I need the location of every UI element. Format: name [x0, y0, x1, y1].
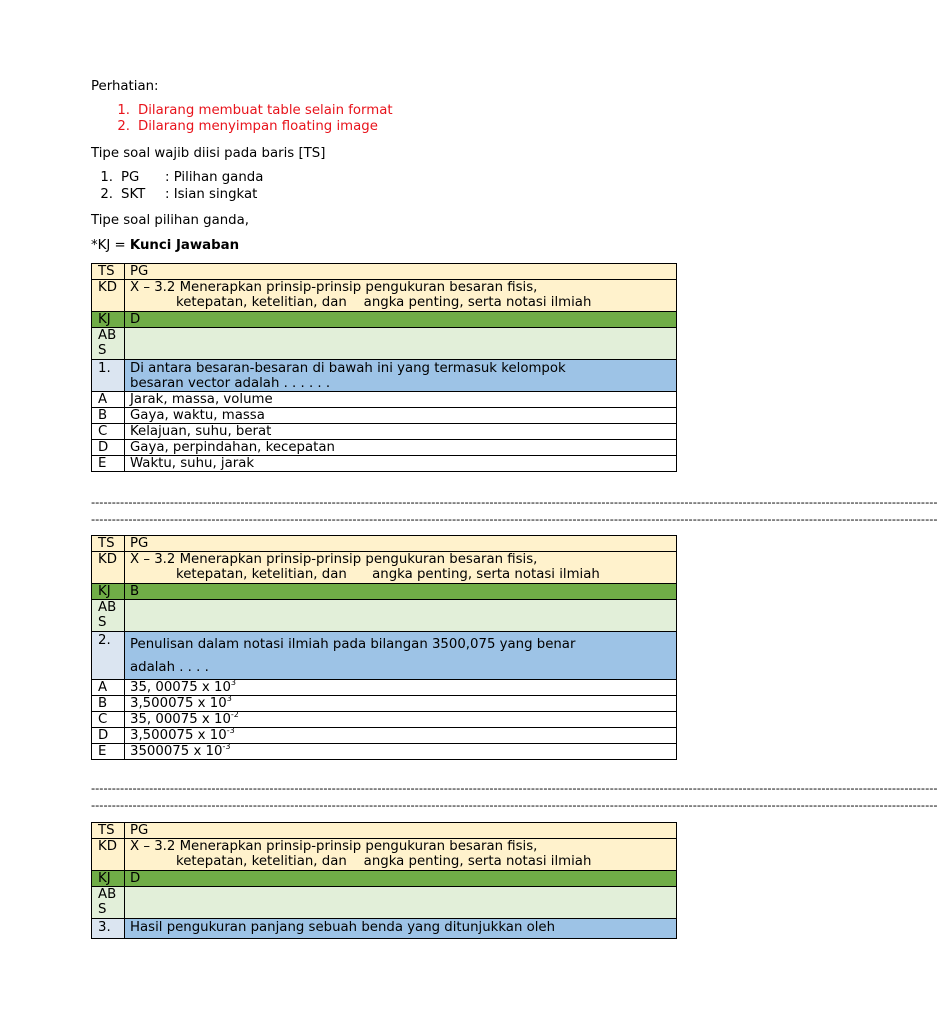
kj-prefix: *KJ =: [91, 238, 130, 253]
option-label: E: [92, 456, 125, 472]
question-line-2: besaran vector adalah . . . . . .: [130, 376, 331, 391]
option-label: A: [92, 392, 125, 408]
option-base: 35, 00075 x 10: [130, 680, 231, 695]
pg-note: Tipe soal pilihan ganda,: [91, 213, 249, 228]
ts-label: TS: [92, 536, 125, 552]
rule-number: 1.: [117, 103, 130, 118]
type-number: 2.: [100, 187, 113, 202]
question-line-1: Penulisan dalam notasi ilmiah pada bilangan 3500,075 yang benar: [130, 637, 576, 652]
kd-line-2: ketepatan, ketelitian, dan angka penting, serta notasi ilmiah: [176, 567, 600, 582]
type-code: SKT: [121, 187, 146, 202]
question-text[interactable]: [125, 632, 677, 680]
separator-line: ------------------------------------------------------------------------------------------------------------------------------------------------------------------------------------------------------------: [91, 495, 938, 509]
option-label: B: [92, 408, 125, 424]
rule-text: Dilarang membuat table selain format: [138, 103, 393, 118]
option-text[interactable]: Gaya, waktu, massa: [125, 408, 677, 424]
abs-value[interactable]: [125, 600, 677, 632]
kj-value[interactable]: D: [125, 312, 677, 328]
option-row: [92, 424, 677, 440]
abs-label: [92, 887, 125, 919]
option-label: B: [92, 696, 125, 712]
kd-value[interactable]: [125, 839, 677, 871]
option-row: [92, 408, 677, 424]
option-exponent: -2: [230, 710, 239, 719]
ts-value[interactable]: PG: [125, 536, 677, 552]
question-line-1: Di antara besaran-besaran di bawah ini yang termasuk kelompok: [130, 361, 566, 376]
kj-label: KJ: [92, 312, 125, 328]
question-text[interactable]: [125, 919, 677, 939]
rule-text: Dilarang menyimpan floating image: [138, 119, 378, 134]
separator-line: ------------------------------------------------------------------------------------------------------------------------------------------------------------------------------------------------------------: [91, 798, 938, 812]
option-row: [92, 744, 677, 760]
option-base: 3,500075 x 10: [130, 728, 227, 743]
abs-label-line-1: AB: [98, 600, 117, 615]
ts-row: [92, 536, 677, 552]
ts-note: Tipe soal wajib diisi pada baris [TS]: [91, 146, 326, 161]
abs-label: [92, 600, 125, 632]
option-text[interactable]: [125, 728, 677, 744]
abs-row: [92, 600, 677, 632]
kd-line-1: X – 3.2 Menerapkan prinsip-prinsip pengukuran besaran fisis,: [130, 552, 538, 567]
kd-row: [92, 552, 677, 584]
question-number: 1.: [92, 360, 125, 392]
type-desc: : Isian singkat: [165, 187, 258, 202]
abs-row: [92, 328, 677, 360]
kj-note: [91, 238, 239, 254]
option-exponent: -3: [226, 726, 235, 735]
kd-line-1: X – 3.2 Menerapkan prinsip-prinsip pengukuran besaran fisis,: [130, 839, 538, 854]
abs-row: [92, 887, 677, 919]
option-label: E: [92, 744, 125, 760]
option-label: C: [92, 712, 125, 728]
kd-label: KD: [92, 280, 125, 312]
separator-line: ------------------------------------------------------------------------------------------------------------------------------------------------------------------------------------------------------------: [91, 512, 938, 526]
rule-number: 2.: [117, 119, 130, 134]
question-number: 2.: [92, 632, 125, 680]
kd-line-2: ketepatan, ketelitian, dan angka penting, serta notasi ilmiah: [176, 854, 592, 869]
option-base: 3500075 x 10: [130, 744, 223, 759]
question-table-3: [91, 822, 677, 939]
separator-line: ------------------------------------------------------------------------------------------------------------------------------------------------------------------------------------------------------------: [91, 781, 938, 795]
option-text[interactable]: Waktu, suhu, jarak: [125, 456, 677, 472]
kj-label: KJ: [92, 584, 125, 600]
kj-row: [92, 871, 677, 887]
type-item: [91, 170, 263, 186]
kd-line-1: X – 3.2 Menerapkan prinsip-prinsip pengukuran besaran fisis,: [130, 280, 538, 295]
question-row: [92, 919, 677, 939]
kj-bold-text: Kunci Jawaban: [129, 238, 240, 253]
question-table-1: [91, 263, 677, 472]
option-row: [92, 456, 677, 472]
option-row: [92, 680, 677, 696]
option-text[interactable]: Jarak, massa, volume: [125, 392, 677, 408]
kd-label: KD: [92, 552, 125, 584]
heading-perhatian: Perhatian:: [91, 79, 159, 94]
abs-value[interactable]: [125, 328, 677, 360]
option-base: 3,500075 x 10: [130, 696, 227, 711]
type-code: PG: [121, 170, 140, 185]
option-exponent: 3: [226, 694, 232, 703]
option-label: A: [92, 680, 125, 696]
option-label: D: [92, 728, 125, 744]
option-row: [92, 440, 677, 456]
option-text[interactable]: Kelajuan, suhu, berat: [125, 424, 677, 440]
abs-label-line-2: S: [98, 343, 107, 358]
ts-row: [92, 264, 677, 280]
rule-item: [108, 103, 393, 119]
kj-value[interactable]: B: [125, 584, 677, 600]
option-text[interactable]: [125, 680, 677, 696]
ts-label: TS: [92, 823, 125, 839]
abs-label-line-1: AB: [98, 328, 117, 343]
option-exponent: -3: [222, 742, 231, 751]
option-row: [92, 728, 677, 744]
rule-item: [108, 119, 378, 135]
abs-label-line-1: AB: [98, 887, 117, 902]
kd-row: [92, 839, 677, 871]
kd-row: [92, 280, 677, 312]
type-item: [91, 187, 257, 203]
option-row: [92, 712, 677, 728]
option-label: D: [92, 440, 125, 456]
option-row: [92, 392, 677, 408]
option-label: C: [92, 424, 125, 440]
question-line-2: adalah . . . .: [130, 660, 209, 675]
ts-row: [92, 823, 677, 839]
kj-value[interactable]: D: [125, 871, 677, 887]
kd-line-2: ketepatan, ketelitian, dan angka penting, serta notasi ilmiah: [176, 295, 592, 310]
type-desc: : Pilihan ganda: [165, 170, 264, 185]
ts-label: TS: [92, 264, 125, 280]
option-base: 35, 00075 x 10: [130, 712, 231, 727]
question-text[interactable]: [125, 360, 677, 392]
type-number: 1.: [100, 170, 113, 185]
abs-label: [92, 328, 125, 360]
ts-value[interactable]: PG: [125, 264, 677, 280]
option-text[interactable]: [125, 744, 677, 760]
option-text[interactable]: [125, 696, 677, 712]
option-text[interactable]: Gaya, perpindahan, kecepatan: [125, 440, 677, 456]
kd-value[interactable]: [125, 552, 677, 584]
kj-row: [92, 584, 677, 600]
question-line-1: Hasil pengukuran panjang sebuah benda yang ditunjukkan oleh: [130, 920, 556, 935]
kd-label: KD: [92, 839, 125, 871]
option-text[interactable]: [125, 712, 677, 728]
question-number: 3.: [92, 919, 125, 939]
abs-label-line-2: S: [98, 615, 107, 630]
question-table-2: [91, 535, 677, 760]
question-row: [92, 632, 677, 680]
option-exponent: 3: [230, 678, 237, 687]
kj-row: [92, 312, 677, 328]
kj-label: KJ: [92, 871, 125, 887]
ts-value[interactable]: PG: [125, 823, 677, 839]
option-row: [92, 696, 677, 712]
kd-value[interactable]: [125, 280, 677, 312]
abs-value[interactable]: [125, 887, 677, 919]
abs-label-line-2: S: [98, 902, 107, 917]
question-row: [92, 360, 677, 392]
